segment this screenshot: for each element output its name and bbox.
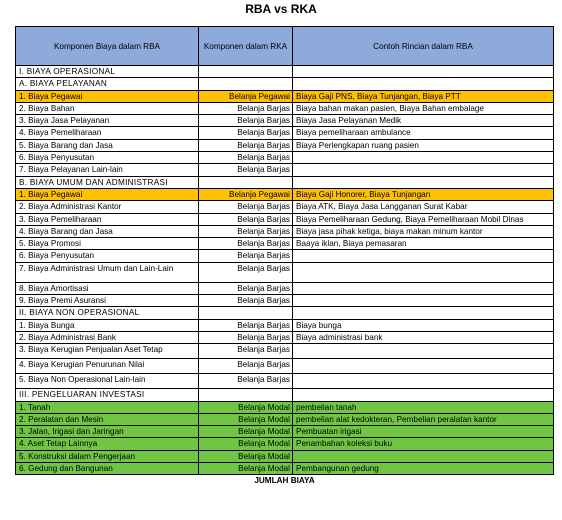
cell-rka-component: Belanja Pegawai <box>199 188 293 200</box>
table-row <box>16 188 554 200</box>
cell-rba-component: 2. Biaya Administrasi Kantor <box>16 201 199 213</box>
cell-rba-component: 1. Biaya Pegawai <box>16 90 199 102</box>
cell-rba-component: 4. Biaya Pemeliharaan <box>16 127 199 139</box>
cell-rka-component: Belanja Pegawai <box>199 90 293 102</box>
cell-rka-component: Belanja Barjas <box>199 201 293 213</box>
table-row <box>16 450 554 462</box>
cell-example-detail: Biaya bahan makan pasien, Biaya Bahan embalage <box>293 102 554 114</box>
table-row <box>16 164 554 176</box>
table-row <box>16 374 554 389</box>
table-row <box>16 225 554 237</box>
cell-rka-component: Belanja Barjas <box>199 250 293 262</box>
cell-rka-component <box>199 66 293 78</box>
cell-rba-component: 2. Biaya Administrasi Bank <box>16 331 199 343</box>
cell-rba-component: 3. Biaya Pemeliharaan <box>16 213 199 225</box>
cell-rba-component: 6. Biaya Penyusutan <box>16 250 199 262</box>
table-row <box>16 201 554 213</box>
section-row <box>16 66 554 78</box>
cell-rka-component: Belanja Barjas <box>199 359 293 374</box>
cell-example-detail: Pembuatan irigasi <box>293 426 554 438</box>
cell-rka-component: Belanja Barjas <box>199 374 293 389</box>
cell-rka-component <box>199 176 293 188</box>
cell-rba-component: 1. Tanah <box>16 401 199 413</box>
table-row <box>16 319 554 331</box>
cell-example-detail: Biaya bunga <box>293 319 554 331</box>
cell-rka-component <box>199 78 293 90</box>
table-row <box>16 401 554 413</box>
cell-example-detail <box>293 262 554 282</box>
table-row <box>16 152 554 164</box>
cell-rka-component: Belanja Modal <box>199 438 293 450</box>
cell-example-detail <box>293 66 554 78</box>
document-title: RBA vs RKA <box>245 2 317 16</box>
cell-rba-component: 8. Biaya Amortisasi <box>16 282 199 294</box>
cell-example-detail <box>293 374 554 389</box>
cell-rka-component: Belanja Barjas <box>199 213 293 225</box>
cell-example-detail: Biaya Jasa Pelayanan Medik <box>293 115 554 127</box>
table-row <box>16 463 554 475</box>
cell-rka-component: Belanja Barjas <box>199 115 293 127</box>
cell-rba-component: 5. Biaya Promosi <box>16 238 199 250</box>
cell-rba-component: B. BIAYA UMUM DAN ADMINISTRASI <box>16 176 199 188</box>
cell-example-detail <box>293 78 554 90</box>
table-row <box>16 438 554 450</box>
cell-example-detail <box>293 152 554 164</box>
table-row <box>16 250 554 262</box>
table-row <box>16 238 554 250</box>
cell-rba-component: 3. Jalan, Irigasi dan Jaringan <box>16 426 199 438</box>
cell-rka-component: Belanja Barjas <box>199 344 293 359</box>
cell-rba-component: III. PENGELUARAN INVESTASI <box>16 389 199 401</box>
cell-rba-component: 5. Biaya Barang dan Jasa <box>16 139 199 151</box>
cell-rka-component: Belanja Barjas <box>199 238 293 250</box>
cell-rka-component: Belanja Modal <box>199 450 293 462</box>
cell-example-detail: Penambahan koleksi buku <box>293 438 554 450</box>
table-body <box>16 66 554 488</box>
total-row <box>16 475 554 488</box>
cell-example-detail: Biaya pemeliharaan ambulance <box>293 127 554 139</box>
table-row <box>16 359 554 374</box>
cell-rba-component: 6. Biaya Penyusutan <box>16 152 199 164</box>
cell-example-detail <box>293 344 554 359</box>
cell-rka-component: Belanja Barjas <box>199 164 293 176</box>
cell-rba-component: 4. Aset Tetap Lainnya <box>16 438 199 450</box>
cell-rba-component: A. BIAYA PELAYANAN <box>16 78 199 90</box>
cell-rka-component: Belanja Barjas <box>199 102 293 114</box>
header-rba-component: Komponen Biaya dalam RBA <box>16 27 199 66</box>
cell-example-detail: Biaya Gaji Honorer, Biaya Tunjangan <box>293 188 554 200</box>
cell-example-detail <box>293 164 554 176</box>
cell-example-detail <box>293 295 554 307</box>
cell-example-detail: Biaya jasa pihak ketiga, biaya makan minum kantor <box>293 225 554 237</box>
cell-example-detail: pembelian alat kedokteran, Pembelian peralatan kantor <box>293 413 554 425</box>
cell-rka-component <box>199 307 293 319</box>
cell-rka-component <box>199 389 293 401</box>
total-label: JUMLAH BIAYA <box>254 476 315 486</box>
table-row <box>16 90 554 102</box>
table-row <box>16 295 554 307</box>
table-row <box>16 115 554 127</box>
table-row <box>16 331 554 343</box>
cell-example-detail: Biaya ATK, Biaya Jasa Langganan Surat Kabar <box>293 201 554 213</box>
cell-rba-component: 7. Biaya Administrasi Umum dan Lain-Lain <box>16 262 199 282</box>
cell-example-detail: Biaya Perlengkapan ruang pasien <box>293 139 554 151</box>
cell-example-detail: pembelian tanah <box>293 401 554 413</box>
cell-rba-component: 4. Biaya Kerugian Penurunan Nilai <box>16 359 199 374</box>
cell-rba-component: 2. Peralatan dan Mesin <box>16 413 199 425</box>
cell-rka-component: Belanja Barjas <box>199 262 293 282</box>
section-row <box>16 307 554 319</box>
cell-rka-component: Belanja Barjas <box>199 331 293 343</box>
cell-rba-component: 2. Biaya Bahan <box>16 102 199 114</box>
cell-rka-component: Belanja Modal <box>199 463 293 475</box>
cell-rba-component: I. BIAYA OPERASIONAL <box>16 66 199 78</box>
table-row <box>16 344 554 359</box>
cell-rba-component: 4. Biaya Barang dan Jasa <box>16 225 199 237</box>
cell-example-detail: Biaya Pemeliharaan Gedung, Biaya Pemeliharaan Mobil Dinas <box>293 213 554 225</box>
cell-rka-component: Belanja Barjas <box>199 295 293 307</box>
cell-rka-component: Belanja Barjas <box>199 225 293 237</box>
cell-example-detail <box>293 250 554 262</box>
cell-example-detail: Baaya iklan, Biaya pemasaran <box>293 238 554 250</box>
cell-rba-component: 5. Konstruksi dalam Pengerjaan <box>16 450 199 462</box>
table-row <box>16 213 554 225</box>
header-example-detail: Contoh Rincian dalam RBA <box>293 27 554 66</box>
cell-rba-component: II. BIAYA NON OPERASIONAL <box>16 307 199 319</box>
cell-rba-component: 3. Biaya Kerugian Penjualan Aset Tetap <box>16 344 199 359</box>
table-row <box>16 102 554 114</box>
table-row <box>16 127 554 139</box>
cell-example-detail: Pembangunan gedung <box>293 463 554 475</box>
header-rka-component: Komponen dalam RKA <box>199 27 293 66</box>
rba-rka-table <box>15 26 554 487</box>
header-row <box>16 27 554 66</box>
cell-rka-component: Belanja Barjas <box>199 319 293 331</box>
section-row <box>16 389 554 401</box>
cell-rba-component: 6. Gedung dan Bangunan <box>16 463 199 475</box>
cell-example-detail: Biaya Gaji PNS, Biaya Tunjangan, Biaya PTT <box>293 90 554 102</box>
table-row <box>16 139 554 151</box>
cell-rka-component: Belanja Barjas <box>199 152 293 164</box>
cell-rba-component: 1. Biaya Pegawai <box>16 188 199 200</box>
cell-rba-component: 5. Biaya Non Operasional Lain-lain <box>16 374 199 389</box>
cell-rba-component: 9. Biaya Premi Asuransi <box>16 295 199 307</box>
cell-example-detail <box>293 307 554 319</box>
cell-example-detail <box>293 359 554 374</box>
cell-rka-component: Belanja Barjas <box>199 282 293 294</box>
section-row <box>16 78 554 90</box>
cell-example-detail <box>293 282 554 294</box>
cell-example-detail <box>293 176 554 188</box>
cell-rba-component: 1. Biaya Bunga <box>16 319 199 331</box>
section-row <box>16 176 554 188</box>
table-row <box>16 426 554 438</box>
table-row <box>16 413 554 425</box>
cell-example-detail <box>293 389 554 401</box>
table-row <box>16 282 554 294</box>
cell-rba-component: 7. Biaya Pelayanan Lain-lain <box>16 164 199 176</box>
cell-rka-component: Belanja Modal <box>199 413 293 425</box>
cell-rka-component: Belanja Modal <box>199 401 293 413</box>
cell-rka-component: Belanja Modal <box>199 426 293 438</box>
cell-example-detail <box>293 450 554 462</box>
cell-example-detail: Biaya administrasi bank <box>293 331 554 343</box>
table-row <box>16 262 554 282</box>
cell-rba-component: 3. Biaya Jasa Pelayanan <box>16 115 199 127</box>
cell-rka-component: Belanja Barjas <box>199 127 293 139</box>
cell-rka-component: Belanja Barjas <box>199 139 293 151</box>
